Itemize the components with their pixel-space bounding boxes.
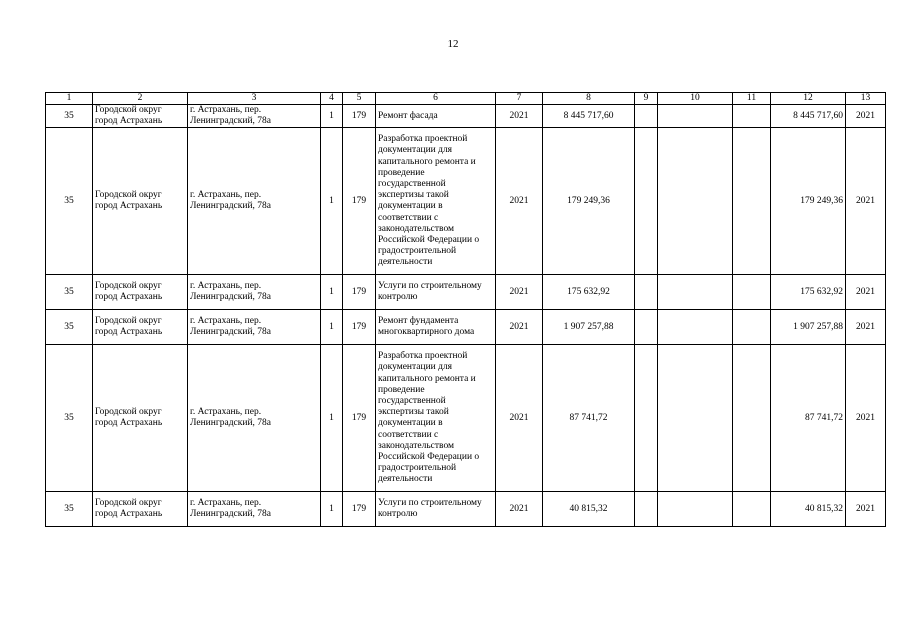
cell-regional-fund-cost: 40 815,32 bbox=[771, 492, 846, 527]
cell-address: г. Астрахань, пер. Ленинградский, 78а bbox=[188, 128, 321, 275]
cell-municipality: Городской округ город Астрахань bbox=[93, 105, 188, 128]
cell-row-index: 35 bbox=[46, 128, 93, 275]
cell-building-id: 179 bbox=[343, 105, 376, 128]
cell-row-index: 35 bbox=[46, 310, 93, 345]
cell-col-11 bbox=[733, 492, 771, 527]
cell-year: 2021 bbox=[496, 105, 543, 128]
cell-col-11 bbox=[733, 128, 771, 275]
column-number-header: 5 bbox=[343, 93, 376, 105]
table-row bbox=[46, 345, 886, 492]
cell-col-9 bbox=[635, 345, 658, 492]
cell-address: г. Астрахань, пер. Ленинградский, 78а bbox=[188, 345, 321, 492]
cell-col-11 bbox=[733, 105, 771, 128]
column-number-header: 9 bbox=[635, 93, 658, 105]
cell-col-10 bbox=[658, 275, 733, 310]
cell-completion-year: 2021 bbox=[846, 105, 886, 128]
cell-col-11 bbox=[733, 275, 771, 310]
cell-building-id: 179 bbox=[343, 310, 376, 345]
cell-building-count: 1 bbox=[321, 310, 343, 345]
cell-municipality: Городской округ город Астрахань bbox=[93, 492, 188, 527]
table-row bbox=[46, 310, 886, 345]
column-number-header: 12 bbox=[771, 93, 846, 105]
cell-work-type: Разработка проектной документации для капитального ремонта и проведение государственной экспертизы такой документации в соответствии с законодательством Российской Федерации о градостроительной деятельности bbox=[376, 128, 496, 275]
column-number-header: 13 bbox=[846, 93, 886, 105]
cell-building-id: 179 bbox=[343, 492, 376, 527]
table-row bbox=[46, 105, 886, 128]
cell-col-10 bbox=[658, 492, 733, 527]
cell-completion-year: 2021 bbox=[846, 128, 886, 275]
cell-col-9 bbox=[635, 128, 658, 275]
cell-col-9 bbox=[635, 310, 658, 345]
cell-municipality: Городской округ город Астрахань bbox=[93, 275, 188, 310]
header-row bbox=[46, 93, 886, 105]
column-number-header: 3 bbox=[188, 93, 321, 105]
cell-col-9 bbox=[635, 275, 658, 310]
cell-year: 2021 bbox=[496, 128, 543, 275]
cell-total-cost: 175 632,92 bbox=[543, 275, 635, 310]
cell-row-index: 35 bbox=[46, 105, 93, 128]
cell-completion-year: 2021 bbox=[846, 492, 886, 527]
cell-completion-year: 2021 bbox=[846, 275, 886, 310]
cell-building-count: 1 bbox=[321, 105, 343, 128]
cell-regional-fund-cost: 175 632,92 bbox=[771, 275, 846, 310]
cell-building-count: 1 bbox=[321, 275, 343, 310]
cell-year: 2021 bbox=[496, 345, 543, 492]
cell-building-id: 179 bbox=[343, 128, 376, 275]
cell-address: г. Астрахань, пер. Ленинградский, 78а bbox=[188, 275, 321, 310]
column-number-header: 10 bbox=[658, 93, 733, 105]
cell-year: 2021 bbox=[496, 275, 543, 310]
page-number: 12 bbox=[447, 38, 459, 50]
column-number-header: 1 bbox=[46, 93, 93, 105]
column-number-header: 6 bbox=[376, 93, 496, 105]
cell-col-10 bbox=[658, 128, 733, 275]
cell-work-type: Ремонт фундамента многоквартирного дома bbox=[376, 310, 496, 345]
cell-regional-fund-cost: 87 741,72 bbox=[771, 345, 846, 492]
cell-building-id: 179 bbox=[343, 345, 376, 492]
table-row bbox=[46, 275, 886, 310]
cell-year: 2021 bbox=[496, 492, 543, 527]
cell-municipality: Городской округ город Астрахань bbox=[93, 128, 188, 275]
cell-address: г. Астрахань, пер. Ленинградский, 78а bbox=[188, 310, 321, 345]
cell-col-11 bbox=[733, 310, 771, 345]
cell-municipality: Городской округ город Астрахань bbox=[93, 310, 188, 345]
column-number-header: 11 bbox=[733, 93, 771, 105]
cell-year: 2021 bbox=[496, 310, 543, 345]
cell-total-cost: 8 445 717,60 bbox=[543, 105, 635, 128]
cell-col-11 bbox=[733, 345, 771, 492]
column-number-header: 4 bbox=[321, 93, 343, 105]
cell-col-10 bbox=[658, 345, 733, 492]
cell-regional-fund-cost: 8 445 717,60 bbox=[771, 105, 846, 128]
table-row bbox=[46, 492, 886, 527]
cell-building-id: 179 bbox=[343, 275, 376, 310]
cell-total-cost: 179 249,36 bbox=[543, 128, 635, 275]
cell-col-10 bbox=[658, 310, 733, 345]
cell-building-count: 1 bbox=[321, 128, 343, 275]
cell-row-index: 35 bbox=[46, 275, 93, 310]
cell-col-10 bbox=[658, 105, 733, 128]
cell-completion-year: 2021 bbox=[846, 310, 886, 345]
cell-total-cost: 87 741,72 bbox=[543, 345, 635, 492]
cell-total-cost: 40 815,32 bbox=[543, 492, 635, 527]
cell-municipality: Городской округ город Астрахань bbox=[93, 345, 188, 492]
cell-col-9 bbox=[635, 105, 658, 128]
table-row bbox=[46, 128, 886, 275]
column-number-header: 7 bbox=[496, 93, 543, 105]
cell-building-count: 1 bbox=[321, 492, 343, 527]
cell-work-type: Разработка проектной документации для капитального ремонта и проведение государственной экспертизы такой документации в соответствии с законодательством Российской Федерации о градостроительной деятельности bbox=[376, 345, 496, 492]
cell-total-cost: 1 907 257,88 bbox=[543, 310, 635, 345]
cell-col-9 bbox=[635, 492, 658, 527]
column-number-header: 8 bbox=[543, 93, 635, 105]
cell-work-type: Ремонт фасада bbox=[376, 105, 496, 128]
column-number-header: 2 bbox=[93, 93, 188, 105]
cell-completion-year: 2021 bbox=[846, 345, 886, 492]
cell-regional-fund-cost: 1 907 257,88 bbox=[771, 310, 846, 345]
cell-address: г. Астрахань, пер. Ленинградский, 78а bbox=[188, 492, 321, 527]
repair-schedule-table bbox=[45, 92, 886, 527]
cell-address: г. Астрахань, пер. Ленинградский, 78а bbox=[188, 105, 321, 128]
cell-work-type: Услуги по строительному контролю bbox=[376, 275, 496, 310]
cell-regional-fund-cost: 179 249,36 bbox=[771, 128, 846, 275]
cell-row-index: 35 bbox=[46, 492, 93, 527]
cell-building-count: 1 bbox=[321, 345, 343, 492]
cell-row-index: 35 bbox=[46, 345, 93, 492]
cell-work-type: Услуги по строительному контролю bbox=[376, 492, 496, 527]
